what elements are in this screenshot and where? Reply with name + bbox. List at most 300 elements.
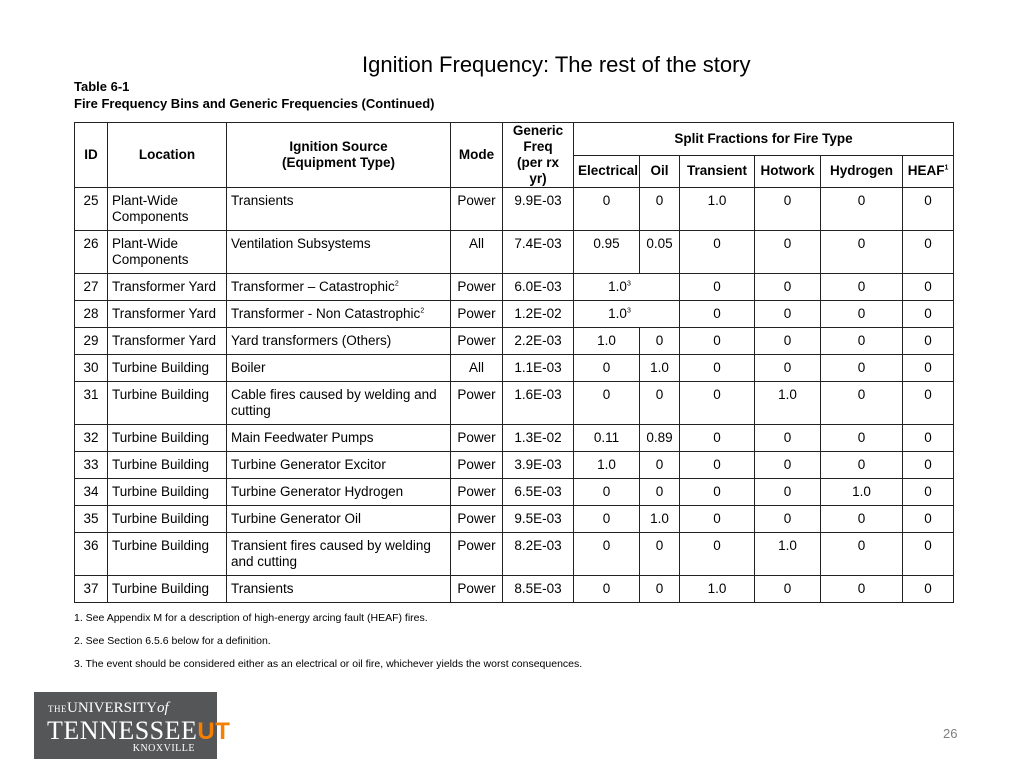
cell-location-value: Plant-Wide Components [112, 193, 189, 224]
header-freq-line3: (per rx yr) [516, 155, 560, 186]
cell-generic-freq [503, 506, 574, 533]
cell-hydrogen-value: 0 [857, 430, 866, 445]
cell-electrical [574, 355, 640, 382]
header-ignition-source [227, 123, 451, 188]
cell-electrical [574, 188, 640, 231]
cell-electrical-value: 0 [602, 193, 611, 208]
cell-generic-freq [503, 355, 574, 382]
cell-generic-freq-value: 6.5E-03 [514, 484, 562, 499]
table-row [75, 188, 954, 231]
cell-id [75, 425, 108, 452]
cell-id-value: 26 [83, 236, 99, 251]
cell-hotwork [755, 452, 821, 479]
logo-ut-mark: UT [197, 718, 231, 745]
cell-oil-value: 0 [655, 457, 664, 472]
cell-transient [680, 355, 755, 382]
cell-hydrogen-value: 0 [857, 581, 866, 596]
cell-generic-freq-value: 6.0E-03 [514, 279, 562, 294]
university-logo [34, 692, 231, 759]
cell-ignition-source-value: Boiler [231, 360, 266, 375]
cell-transient-value: 0 [713, 279, 721, 294]
cell-electrical-value: 1.0 [597, 333, 616, 348]
header-oil: Oil [640, 155, 680, 188]
cell-generic-freq-value: 1.3E-02 [514, 430, 562, 445]
footnotes [74, 612, 582, 681]
cell-hydrogen [821, 533, 903, 576]
cell-hotwork-value: 0 [783, 511, 792, 526]
cell-location-value: Turbine Building [112, 430, 210, 445]
cell-hydrogen-value: 0 [857, 511, 866, 526]
logo-the: THE [48, 704, 67, 714]
cell-ignition-source-value: Transient fires caused by welding and cutting [231, 538, 431, 569]
cell-ignition-source [227, 355, 451, 382]
header-location: Location [108, 123, 227, 188]
cell-location-value: Plant-Wide Components [112, 236, 189, 267]
cell-hotwork [755, 506, 821, 533]
cell-mode [451, 231, 503, 274]
cell-ignition-source [227, 425, 451, 452]
cell-hydrogen-value: 0 [857, 193, 866, 208]
cell-heaf [903, 506, 954, 533]
cell-heaf-value: 0 [924, 193, 932, 208]
cell-mode-value: Power [457, 457, 496, 472]
cell-ignition-source-value: Yard transformers (Others) [231, 333, 392, 348]
cell-hotwork [755, 231, 821, 274]
cell-oil-value: 1.0 [650, 511, 669, 526]
cell-mode [451, 274, 503, 301]
header-heaf-label: HEAF [907, 163, 945, 179]
cell-ignition-source [227, 328, 451, 355]
cell-id-value: 35 [83, 511, 99, 526]
cell-hotwork-value: 0 [783, 430, 792, 445]
cell-hotwork [755, 301, 821, 328]
cell-id-value: 34 [83, 484, 99, 499]
header-source-line1: Ignition Source [289, 139, 388, 154]
cell-hydrogen-value: 0 [857, 360, 866, 375]
cell-mode [451, 533, 503, 576]
cell-location [108, 301, 227, 328]
cell-transient-value: 0 [713, 236, 721, 251]
cell-transient [680, 301, 755, 328]
cell-id [75, 382, 108, 425]
cell-location [108, 506, 227, 533]
cell-generic-freq-value: 9.5E-03 [514, 511, 562, 526]
cell-hotwork-value: 0 [783, 333, 792, 348]
cell-id [75, 301, 108, 328]
table-row [75, 328, 954, 355]
cell-hydrogen-value: 1.0 [852, 484, 871, 499]
cell-electrical-value: 0 [602, 360, 611, 375]
cell-mode [451, 355, 503, 382]
cell-mode-value: All [468, 360, 484, 375]
cell-oil-value: 0 [655, 193, 664, 208]
cell-ignition-source-value: Main Feedwater Pumps [231, 430, 374, 445]
cell-hotwork-value: 0 [783, 279, 792, 294]
cell-id-value: 30 [83, 360, 99, 375]
cell-electrical [574, 506, 640, 533]
cell-oil [640, 355, 680, 382]
table-title: Fire Frequency Bins and Generic Frequencies (Continued) [74, 96, 435, 111]
footnote-1: 1. See Appendix M for a description of high-energy arcing fault (HEAF) fires. [74, 612, 428, 624]
cell-heaf-value: 0 [924, 511, 932, 526]
header-hydrogen: Hydrogen [821, 155, 903, 188]
cell-hotwork [755, 355, 821, 382]
cell-oil-value: 0 [655, 484, 664, 499]
cell-heaf-value: 0 [924, 360, 932, 375]
cell-location-value: Turbine Building [112, 538, 210, 553]
cell-electrical-value: 0 [602, 581, 611, 596]
logo-university-line [48, 700, 169, 717]
cell-location [108, 452, 227, 479]
cell-hotwork-value: 0 [783, 581, 792, 596]
cell-oil-value: 0 [655, 387, 664, 402]
logo-of: of [157, 700, 169, 716]
cell-hotwork-value: 0 [783, 193, 792, 208]
cell-ignition-source-value: Ventilation Subsystems [231, 236, 371, 251]
cell-hydrogen [821, 274, 903, 301]
cell-location [108, 188, 227, 231]
table-row [75, 301, 954, 328]
cell-hydrogen [821, 479, 903, 506]
cell-generic-freq-value: 9.9E-03 [514, 193, 562, 208]
cell-transient-value: 0 [713, 484, 721, 499]
header-generic-freq [503, 123, 574, 188]
cell-mode [451, 506, 503, 533]
cell-transient [680, 506, 755, 533]
cell-mode-value: Power [457, 430, 496, 445]
cell-electrical [574, 231, 640, 274]
cell-oil-value: 0 [655, 333, 664, 348]
header-id: ID [75, 123, 108, 188]
cell-ignition-source [227, 231, 451, 274]
cell-hydrogen [821, 382, 903, 425]
table-row [75, 355, 954, 382]
cell-oil-value: 0 [655, 581, 664, 596]
cell-hotwork-value: 0 [783, 360, 792, 375]
cell-ignition-source-value: Transients [231, 193, 294, 208]
cell-hotwork [755, 425, 821, 452]
cell-heaf-value: 0 [924, 581, 932, 596]
cell-hotwork [755, 382, 821, 425]
cell-mode [451, 188, 503, 231]
cell-hydrogen-value: 0 [857, 279, 866, 294]
cell-hydrogen [821, 231, 903, 274]
cell-oil-value: 0.89 [646, 430, 673, 445]
header-hotwork: Hotwork [755, 155, 821, 188]
table-row [75, 479, 954, 506]
cell-ignition-source [227, 479, 451, 506]
cell-generic-freq [503, 274, 574, 301]
table-row [75, 506, 954, 533]
cell-hydrogen [821, 452, 903, 479]
header-source-line2: (Equipment Type) [282, 155, 395, 170]
cell-heaf [903, 355, 954, 382]
header-freq-line2: Freq [523, 139, 553, 154]
cell-ignition-source [227, 452, 451, 479]
cell-id-value: 32 [83, 430, 99, 445]
cell-generic-freq-value: 7.4E-03 [514, 236, 562, 251]
table-row [75, 382, 954, 425]
cell-ignition-source [227, 188, 451, 231]
cell-hydrogen-value: 0 [857, 306, 866, 321]
cell-generic-freq [503, 479, 574, 506]
cell-location [108, 328, 227, 355]
cell-hotwork-value: 1.0 [778, 538, 797, 553]
cell-ignition-source [227, 274, 451, 301]
cell-location [108, 382, 227, 425]
cell-mode-value: Power [457, 538, 496, 553]
cell-id [75, 274, 108, 301]
cell-hydrogen [821, 355, 903, 382]
cell-location-value: Turbine Building [112, 457, 210, 472]
header-heaf [903, 155, 954, 188]
cell-heaf [903, 452, 954, 479]
cell-id [75, 231, 108, 274]
cell-hydrogen [821, 328, 903, 355]
table-row [75, 425, 954, 452]
cell-ignition-source [227, 533, 451, 576]
cell-generic-freq [503, 576, 574, 603]
cell-generic-freq-value: 1.6E-03 [514, 387, 562, 402]
cell-heaf [903, 425, 954, 452]
cell-hotwork-value: 0 [783, 306, 792, 321]
cell-mode [451, 382, 503, 425]
cell-transient-value: 0 [713, 333, 721, 348]
cell-id-value: 36 [83, 538, 99, 553]
cell-heaf-value: 0 [924, 236, 932, 251]
cell-transient [680, 188, 755, 231]
cell-location [108, 231, 227, 274]
cell-oil-value: 1.0 [650, 360, 669, 375]
cell-hotwork [755, 533, 821, 576]
merged-footnote: 3 [626, 307, 631, 315]
cell-location-value: Transformer Yard [112, 306, 217, 321]
cell-generic-freq [503, 328, 574, 355]
cell-electrical-value: 0.11 [593, 430, 620, 445]
fire-frequency-table [74, 122, 954, 603]
footnote-2: 2. See Section 6.5.6 below for a definition. [74, 635, 271, 647]
cell-hotwork-value: 1.0 [778, 387, 797, 402]
table-number: Table 6-1 [74, 79, 130, 94]
table-caption [74, 78, 434, 112]
cell-generic-freq-value: 8.2E-03 [514, 538, 562, 553]
cell-oil-value: 0.05 [646, 236, 673, 251]
cell-mode [451, 425, 503, 452]
cell-transient-value: 0 [713, 457, 721, 472]
logo-tennessee: TENNESSEE [47, 716, 198, 745]
cell-hydrogen-value: 0 [857, 333, 866, 348]
cell-transient-value: 1.0 [707, 581, 727, 596]
cell-generic-freq [503, 188, 574, 231]
cell-ignition-source [227, 576, 451, 603]
cell-id-value: 28 [83, 306, 99, 321]
cell-mode-value: Power [457, 511, 496, 526]
cell-location-value: Turbine Building [112, 387, 210, 402]
cell-oil [640, 506, 680, 533]
cell-mode [451, 576, 503, 603]
cell-electrical [574, 425, 640, 452]
cell-ignition-source-value: Turbine Generator Hydrogen [231, 484, 404, 499]
merged-footnote: 3 [626, 280, 631, 288]
cell-hydrogen [821, 506, 903, 533]
logo-tennessee-line [47, 716, 230, 746]
cell-generic-freq-value: 1.1E-03 [514, 360, 562, 375]
cell-location-value: Turbine Building [112, 581, 210, 596]
cell-generic-freq [503, 231, 574, 274]
cell-id [75, 452, 108, 479]
cell-hydrogen [821, 188, 903, 231]
cell-id [75, 328, 108, 355]
cell-location-value: Turbine Building [112, 360, 210, 375]
cell-oil [640, 382, 680, 425]
cell-mode-value: Power [457, 193, 496, 208]
table-row [75, 274, 954, 301]
cell-electrical-value: 0.95 [593, 236, 620, 251]
slide-title: Ignition Frequency: The rest of the story [362, 52, 751, 77]
cell-mode-value: Power [457, 306, 496, 321]
cell-generic-freq-value: 3.9E-03 [514, 457, 562, 472]
header-electrical: Electrical [574, 155, 640, 188]
cell-transient [680, 452, 755, 479]
header-mode: Mode [451, 123, 503, 188]
cell-ignition-source-value: Cable fires caused by welding and cutting [231, 387, 437, 418]
cell-mode [451, 301, 503, 328]
table-body [75, 188, 954, 603]
source-footnote: 2 [420, 307, 425, 315]
cell-heaf [903, 533, 954, 576]
cell-id-value: 31 [83, 387, 99, 402]
cell-id [75, 479, 108, 506]
cell-electrical-oil-merged-value: 1.0 [608, 279, 627, 294]
cell-heaf-value: 0 [924, 430, 932, 445]
cell-electrical [574, 576, 640, 603]
cell-location [108, 425, 227, 452]
cell-mode [451, 479, 503, 506]
cell-heaf [903, 382, 954, 425]
cell-heaf-value: 0 [924, 333, 932, 348]
logo-knoxville: KNOXVILLE [132, 743, 195, 754]
cell-transient [680, 231, 755, 274]
cell-transient [680, 328, 755, 355]
cell-oil [640, 452, 680, 479]
cell-ignition-source-value: Turbine Generator Excitor [231, 457, 386, 472]
cell-location-value: Transformer Yard [112, 279, 217, 294]
cell-oil [640, 533, 680, 576]
cell-electrical-value: 0 [602, 538, 611, 553]
cell-id [75, 355, 108, 382]
header-freq-line1: Generic [512, 123, 564, 138]
cell-oil-value: 0 [655, 538, 664, 553]
table-row [75, 231, 954, 274]
cell-ignition-source-value: Transformer – Catastrophic [231, 279, 395, 294]
cell-mode [451, 328, 503, 355]
cell-transient [680, 274, 755, 301]
cell-mode-value: All [468, 236, 484, 251]
cell-electrical-oil-merged [574, 301, 680, 328]
cell-oil [640, 188, 680, 231]
cell-transient [680, 576, 755, 603]
cell-transient-value: 0 [713, 360, 721, 375]
cell-location [108, 479, 227, 506]
cell-location-value: Turbine Building [112, 484, 210, 499]
cell-heaf [903, 576, 954, 603]
cell-transient [680, 382, 755, 425]
cell-hotwork-value: 0 [783, 457, 792, 472]
cell-heaf-value: 0 [924, 387, 932, 402]
cell-hotwork [755, 274, 821, 301]
cell-electrical [574, 479, 640, 506]
cell-generic-freq [503, 452, 574, 479]
cell-electrical [574, 452, 640, 479]
cell-generic-freq [503, 301, 574, 328]
cell-hydrogen [821, 425, 903, 452]
cell-hotwork [755, 479, 821, 506]
table-row [75, 576, 954, 603]
cell-transient-value: 0 [713, 538, 721, 553]
cell-generic-freq [503, 425, 574, 452]
cell-transient-value: 0 [713, 511, 721, 526]
footnote-3: 3. The event should be considered either as an electrical or oil fire, whichever yields the worst consequences. [74, 658, 583, 670]
cell-ignition-source-value: Turbine Generator Oil [231, 511, 362, 526]
header-transient: Transient [680, 155, 755, 188]
cell-oil [640, 328, 680, 355]
cell-mode-value: Power [457, 581, 496, 596]
cell-heaf [903, 231, 954, 274]
cell-heaf-value: 0 [924, 484, 932, 499]
cell-location-value: Transformer Yard [112, 333, 217, 348]
cell-generic-freq-value: 1.2E-02 [514, 306, 562, 321]
cell-hydrogen-value: 0 [857, 538, 866, 553]
cell-heaf-value: 0 [924, 457, 932, 472]
cell-heaf [903, 274, 954, 301]
cell-mode-value: Power [457, 484, 496, 499]
cell-id [75, 188, 108, 231]
cell-hydrogen [821, 301, 903, 328]
cell-transient-value: 0 [713, 430, 721, 445]
cell-hotwork [755, 328, 821, 355]
cell-transient [680, 533, 755, 576]
cell-mode-value: Power [457, 333, 496, 348]
cell-ignition-source [227, 506, 451, 533]
table-row [75, 533, 954, 576]
cell-id-value: 27 [83, 279, 99, 294]
cell-electrical-value: 1.0 [597, 457, 616, 472]
cell-heaf-value: 0 [924, 279, 932, 294]
cell-id [75, 576, 108, 603]
cell-oil [640, 576, 680, 603]
cell-electrical [574, 533, 640, 576]
cell-generic-freq [503, 382, 574, 425]
cell-hydrogen-value: 0 [857, 457, 866, 472]
cell-hotwork [755, 188, 821, 231]
cell-heaf [903, 328, 954, 355]
cell-id-value: 37 [83, 581, 99, 596]
cell-location [108, 576, 227, 603]
cell-mode-value: Power [457, 279, 496, 294]
cell-hotwork-value: 0 [783, 236, 792, 251]
cell-mode-value: Power [457, 387, 496, 402]
cell-generic-freq-value: 8.5E-03 [514, 581, 562, 596]
cell-ignition-source-value: Transformer - Non Catastrophic [231, 306, 421, 321]
cell-electrical [574, 328, 640, 355]
header-heaf-footnote: 1 [944, 164, 949, 172]
cell-heaf [903, 188, 954, 231]
cell-hotwork-value: 0 [783, 484, 792, 499]
cell-hydrogen-value: 0 [857, 387, 866, 402]
cell-ignition-source [227, 382, 451, 425]
cell-transient-value: 1.0 [707, 193, 727, 208]
cell-location [108, 533, 227, 576]
